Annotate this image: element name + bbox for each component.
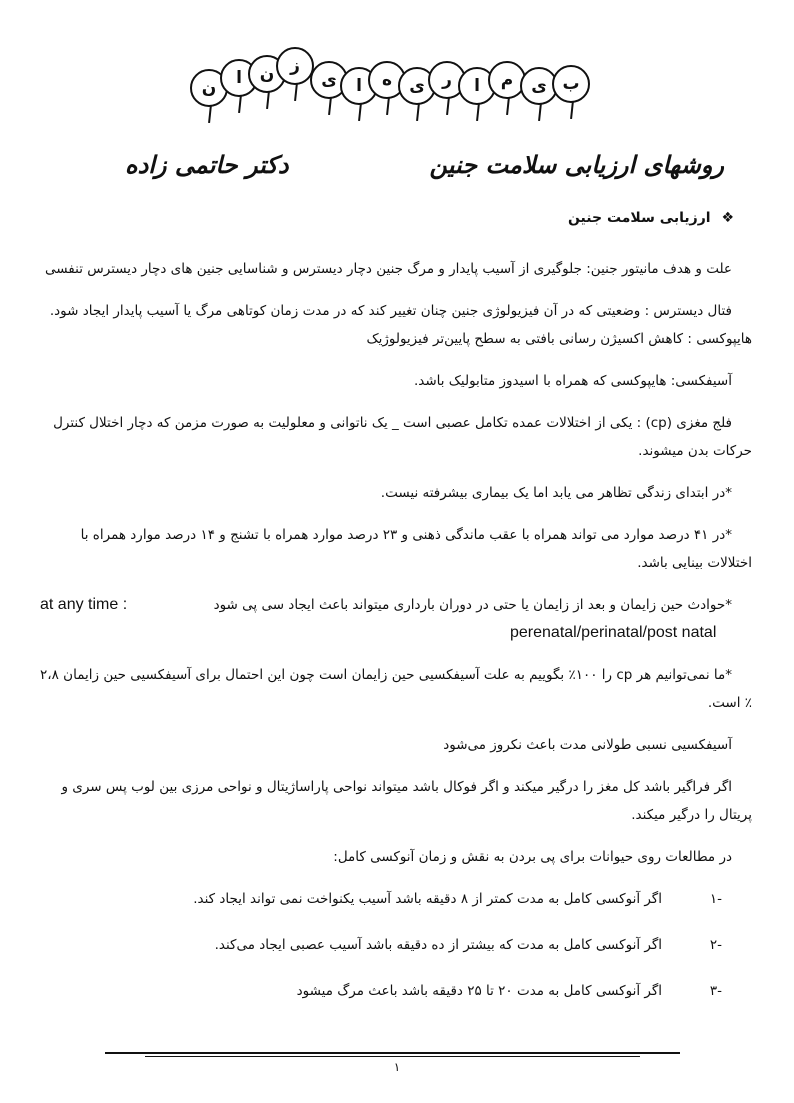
paragraph: علت و هدف مانیتور جنین: جلوگیری از آسیب پایدار و مرگ جنین دچار دیسترس و شناسایی جنین های دچار دیسترس تنفسی [45, 261, 732, 277]
list-text: اگر آنوکسی کامل به مدت ۲۰ تا ۲۵ دقیقه باشد باعث مرگ میشود [296, 983, 662, 999]
document-header [40, 150, 754, 190]
section-heading [568, 210, 734, 226]
paragraph: *در ۴۱ درصد موارد می تواند همراه با عقب ماندگی ذهنی و ۲۳ درصد موارد همراه با تشنج و ۱۴ درصد موارد همراه با اختلالات بینایی باشد. [80, 527, 752, 571]
numbered-list [40, 885, 752, 1005]
balloon-letter: ن [248, 55, 286, 93]
section-heading-text: ارزیابی سلامت جنین [567, 210, 711, 226]
balloon-letter: ی [310, 61, 348, 99]
balloon-title-banner [190, 55, 610, 125]
paragraph: *ما نمی‌توانیم هر cp را ۱۰۰٪ بگوییم به علت آسیفکسیی حین زایمان است چون این احتمال برای آسیفکسیی حین زایمان ۲،۸ ٪ است. [40, 667, 752, 711]
balloon-letter: ا [458, 67, 496, 105]
paragraph: فتال دیسترس : وضعیتی که در آن فیزیولوژی جنین چنان تغییر کند که در مدت زمان کوتاهی مرگ یا آسیب پایدار ایجاد شود. هایپوکسی : کاهش اکسیژن رسانی بافتی به سطح پایین‌تر فیزیولوژیک [49, 303, 752, 347]
list-text: اگر آنوکسی کامل به مدت که بیشتر از ده دقیقه باشد آسیب عصبی ایجاد می‌کند. [214, 937, 662, 953]
list-number: -۳ [709, 983, 722, 999]
paragraph: آسیفکسی: هایپوکسی که همراه با اسیدوز متابولیک باشد. [413, 373, 732, 389]
list-item [40, 931, 752, 959]
list-number: -۲ [709, 937, 722, 953]
footer-divider [105, 1052, 680, 1054]
balloon-letter: ن [190, 69, 228, 107]
list-number: -۱ [709, 891, 722, 907]
balloon-letter: ز [276, 47, 314, 85]
paragraph-english-part: at any time : [40, 596, 128, 613]
document-title: روشهای ارزیابی سلامت جنین [429, 150, 724, 179]
balloon-letter: ی [398, 67, 436, 105]
diamond-bullet-icon: ❖ [721, 210, 734, 226]
paragraph-mixed [40, 591, 752, 619]
balloon-letter: ب [552, 65, 590, 103]
balloon-letter: م [488, 61, 526, 99]
balloon-letter: ر [428, 61, 466, 99]
list-text: اگر آنوکسی کامل به مدت کمتر از ۸ دقیقه باشد آسیب یکنواخت نمی تواند ایجاد کند. [193, 891, 662, 907]
list-item [40, 885, 752, 913]
author-name: دکتر حاتمی زاده [125, 150, 289, 179]
paragraph: *در ابتدای زندگی تظاهر می یابد اما یک بیماری بیشرفته نیست. [380, 485, 732, 501]
list-item [40, 977, 752, 1005]
balloon-letter: ه [368, 61, 406, 99]
paragraph-english-line: perenatal/perinatal/post natal [510, 624, 717, 641]
page-number: ۱ [393, 1060, 401, 1074]
balloon-letter: ا [220, 59, 258, 97]
paragraph: آسیفکسیی نسبی طولانی مدت باعث نکروز می‌شود [443, 737, 732, 753]
balloon-letter: ی [520, 67, 558, 105]
document-body [40, 255, 752, 1023]
paragraph-persian-part: *حوادث حین زایمان و بعد از زایمان یا حتی در دوران بارداری میتواند باعث ایجاد سی پی شود [213, 597, 732, 613]
paragraph: فلج مغزی (cp) : یکی از اختلالات عمده تکامل عصبی است _ یک ناتوانی و معلولیت به صورت مزمن که دچار اختلال کنترل حرکات بدن میشوند. [53, 415, 752, 459]
paragraph: اگر فراگیر باشد کل مغز را درگیر میکند و اگر فوکال باشد میتواند نواحی پاراساژیتال و نواحی مرزی بین لوب پس سری و پریتال را درگیر میکند. [61, 779, 752, 823]
balloon-letter: ا [340, 67, 378, 105]
paragraph: در مطالعات روی حیوانات برای پی بردن به نقش و زمان آنوکسی کامل: [333, 849, 732, 865]
